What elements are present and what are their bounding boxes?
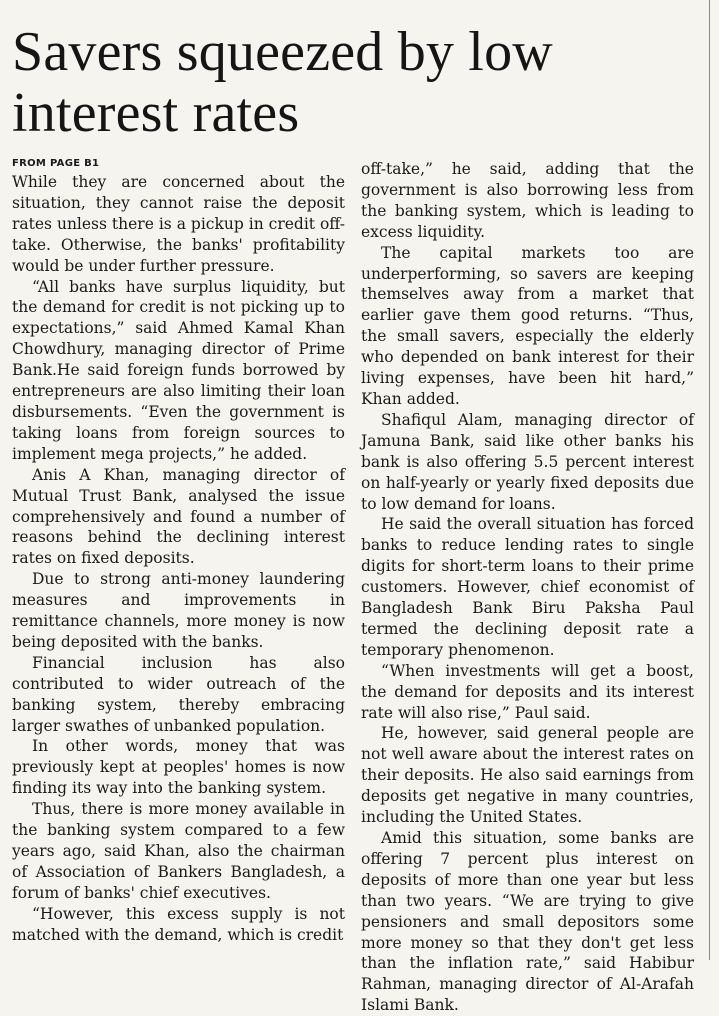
jump-line: FROM PAGE B1 xyxy=(12,158,100,169)
paragraph: Amid this situation, some banks are offering 7 percent plus interest on deposits of more than one year but less than two years. “We are trying to give pensioners and small depositors some more money so that they don't get less than the inflation rate,” said Habibur Rahman, managing director of Al-Arafah Islami Bank. xyxy=(361,829,694,1015)
paragraph: off-take,” he said, adding that the government is also borrowing less from the banking system, which is leading to excess liquidity. xyxy=(361,160,694,241)
paragraph: He, however, said general people are not well aware about the interest rates on their deposits. He also said earnings from deposits get negative in many countries, including the United States. xyxy=(361,724,694,827)
headline: Savers squeezed by low interest rates xyxy=(12,21,553,144)
paragraph: Thus, there is more money available in the banking system compared to a few years ago, said Khan, also the chairman of Association of Bankers Bangladesh, a forum of banks' chief executives. xyxy=(12,800,345,902)
paragraph: “When investments will get a boost, the demand for deposits and its interest rate will also rise,” Paul said. xyxy=(361,661,694,722)
column-rule xyxy=(709,0,710,960)
paragraph: He said the overall situation has forced banks to reduce lending rates to single digits for short-term loans to their prime customers. However, chief economist of Bangladesh Bank Biru Paksha Paul termed the declining deposit rate a temporary phenomenon. xyxy=(361,515,694,659)
paragraph: In other words, money that was previously kept at peoples' homes is now finding its way into the banking system. xyxy=(12,737,345,798)
paragraph: Financial inclusion has also contributed to wider outreach of the banking system, thereby embracing larger swathes of unbanked population. xyxy=(12,653,345,735)
article-column-left xyxy=(12,156,345,946)
paragraph: Due to strong anti-money laundering measures and improvements in remittance channels, more money is now being deposited with the banks. xyxy=(12,570,345,651)
paragraph: While they are concerned about the situation, they cannot raise the deposit rates unless there is a pickup in credit off-take. Otherwise, the banks' profitability would be under further pressure. xyxy=(12,173,345,275)
paragraph: “However, this excess supply is not matched with the demand, which is credit xyxy=(12,904,345,944)
paragraph: The capital markets too are underperforming, so savers are keeping themselves away from a market that earlier gave them good returns. “Thus, the small savers, especially the elderly who depended on bank interest for their living expenses, have been hit hard,” Khan added. xyxy=(361,243,694,408)
article-column-right xyxy=(361,159,694,1016)
paragraph: “All banks have surplus liquidity, but the demand for credit is not picking up to expectations,” said Ahmed Kamal Khan Chowdhury, managing director of Prime Bank.He said foreign funds borrowed by entrepreneurs are also limiting their loan disbursements. “Even the government is taking loans from foreign sources to implement mega projects,” he added. xyxy=(12,277,345,463)
paragraph: Shafiqul Alam, managing director of Jamuna Bank, said like other banks his bank is also offering 5.5 percent interest on half-yearly or yearly fixed deposits due to low demand for loans. xyxy=(361,410,694,513)
paragraph: Anis A Khan, managing director of Mutual Trust Bank, analysed the issue comprehensively and found a number of reasons behind the declining interest rates on fixed deposits. xyxy=(12,465,345,568)
